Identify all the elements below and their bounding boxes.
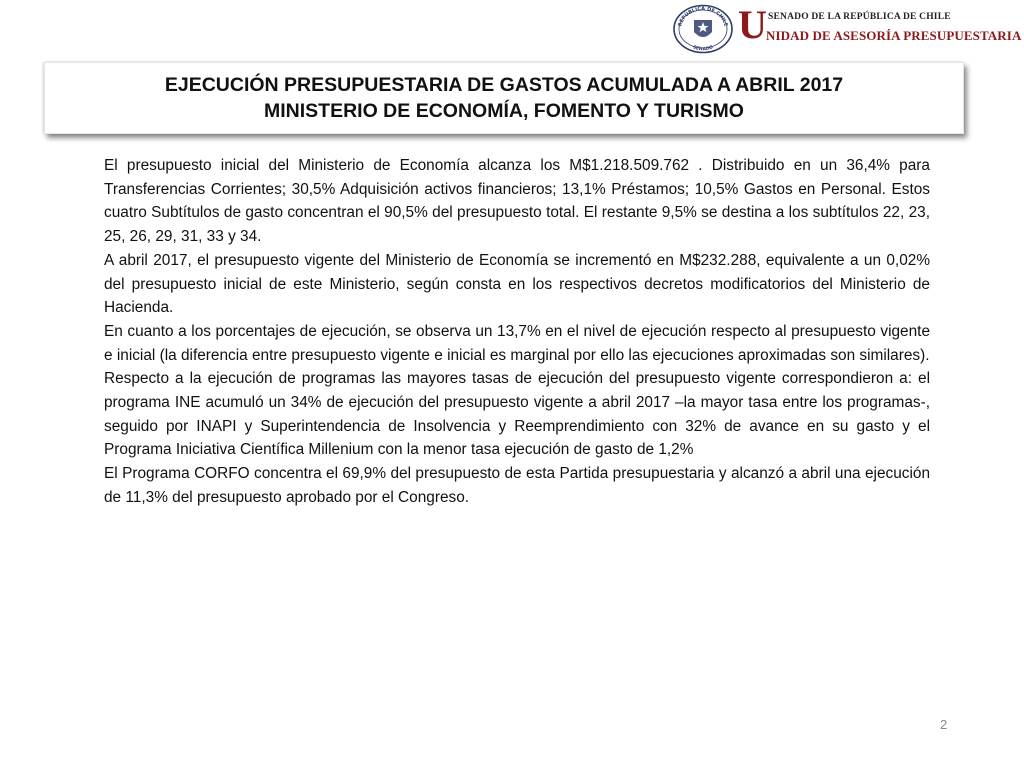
paragraph-execution-rates: En cuanto a los porcentajes de ejecución, se observa un 13,7% en el nivel de ejecución respecto al presupuesto vigente e inicial (la diferencia entre presupuesto vigente e inicial es marginal por ello las ejecuciones aproximadas son similares).: [104, 322, 930, 364]
title-line-1: EJECUCIÓN PRESUPUESTARIA DE GASTOS ACUMULADA A ABRIL 2017: [164, 74, 844, 96]
brand-senado-text: SENADO DE LA REPÚBLICA DE CHILE: [768, 12, 951, 22]
senado-logo: [672, 2, 1022, 54]
paragraph-program-execution: Respecto a la ejecución de programas las mayores tasas de ejecución del presupuesto vigente correspondieron a: el programa INE acumuló un 34% de ejecución del presupuesto vigente a abril 2017 –la mayor tasa entre los programas-, seguido por INAPI y Superintendencia de Insolvencia y Reemprendimiento con 32% de avance en su gasto y el Programa Iniciativa Científica Millenium con la menor tasa ejecución de gasto de 1,2%: [104, 370, 930, 459]
title-line-2: MINISTERIO DE ECONOMÍA, FOMENTO Y TURISMO: [264, 100, 744, 122]
paragraph-current-budget: A abril 2017, el presupuesto vigente del Ministerio de Economía se incrementó en M$232.288, equivalente a un 0,02% del presupuesto inicial de este Ministerio, según consta en los respectivos decretos modificatorios del Ministerio de Hacienda.: [104, 251, 930, 317]
paragraph-corfo: El Programa CORFO concentra el 69,9% del presupuesto de esta Partida presupuestaria y alcanzó a abril una ejecución de 11,3% del presupuesto aprobado por el Congreso.: [104, 465, 930, 506]
title-box: [44, 62, 964, 134]
paragraph-initial-budget: El presupuesto inicial del Ministerio de Economía alcanza los M$1.218.509.762 . Distribuido en un 36,4% para Transferencias Corrientes; 30,5% Adquisición activos financieros; 13,1% Préstamos; 10,5% Gastos en Personal. Estos cuatro Subtítulos de gasto concentran el 90,5% del presupuesto total. El restante 9,5% se destina a los subtítulos 22, 23, 25, 26, 29, 31, 33 y 34.: [104, 157, 930, 246]
brand-unidad-text: NIDAD DE ASESORÍA PRESUPUESTARIA: [766, 28, 1022, 43]
page-number: 2: [940, 717, 948, 732]
brand-initial: U: [738, 2, 767, 47]
body-text: [104, 154, 930, 510]
seal-bottom-text: SENADO: [691, 45, 715, 53]
seal-top-text: REPÚBLICA DE CHILE: [677, 5, 729, 28]
senado-seal-icon: [672, 4, 734, 54]
